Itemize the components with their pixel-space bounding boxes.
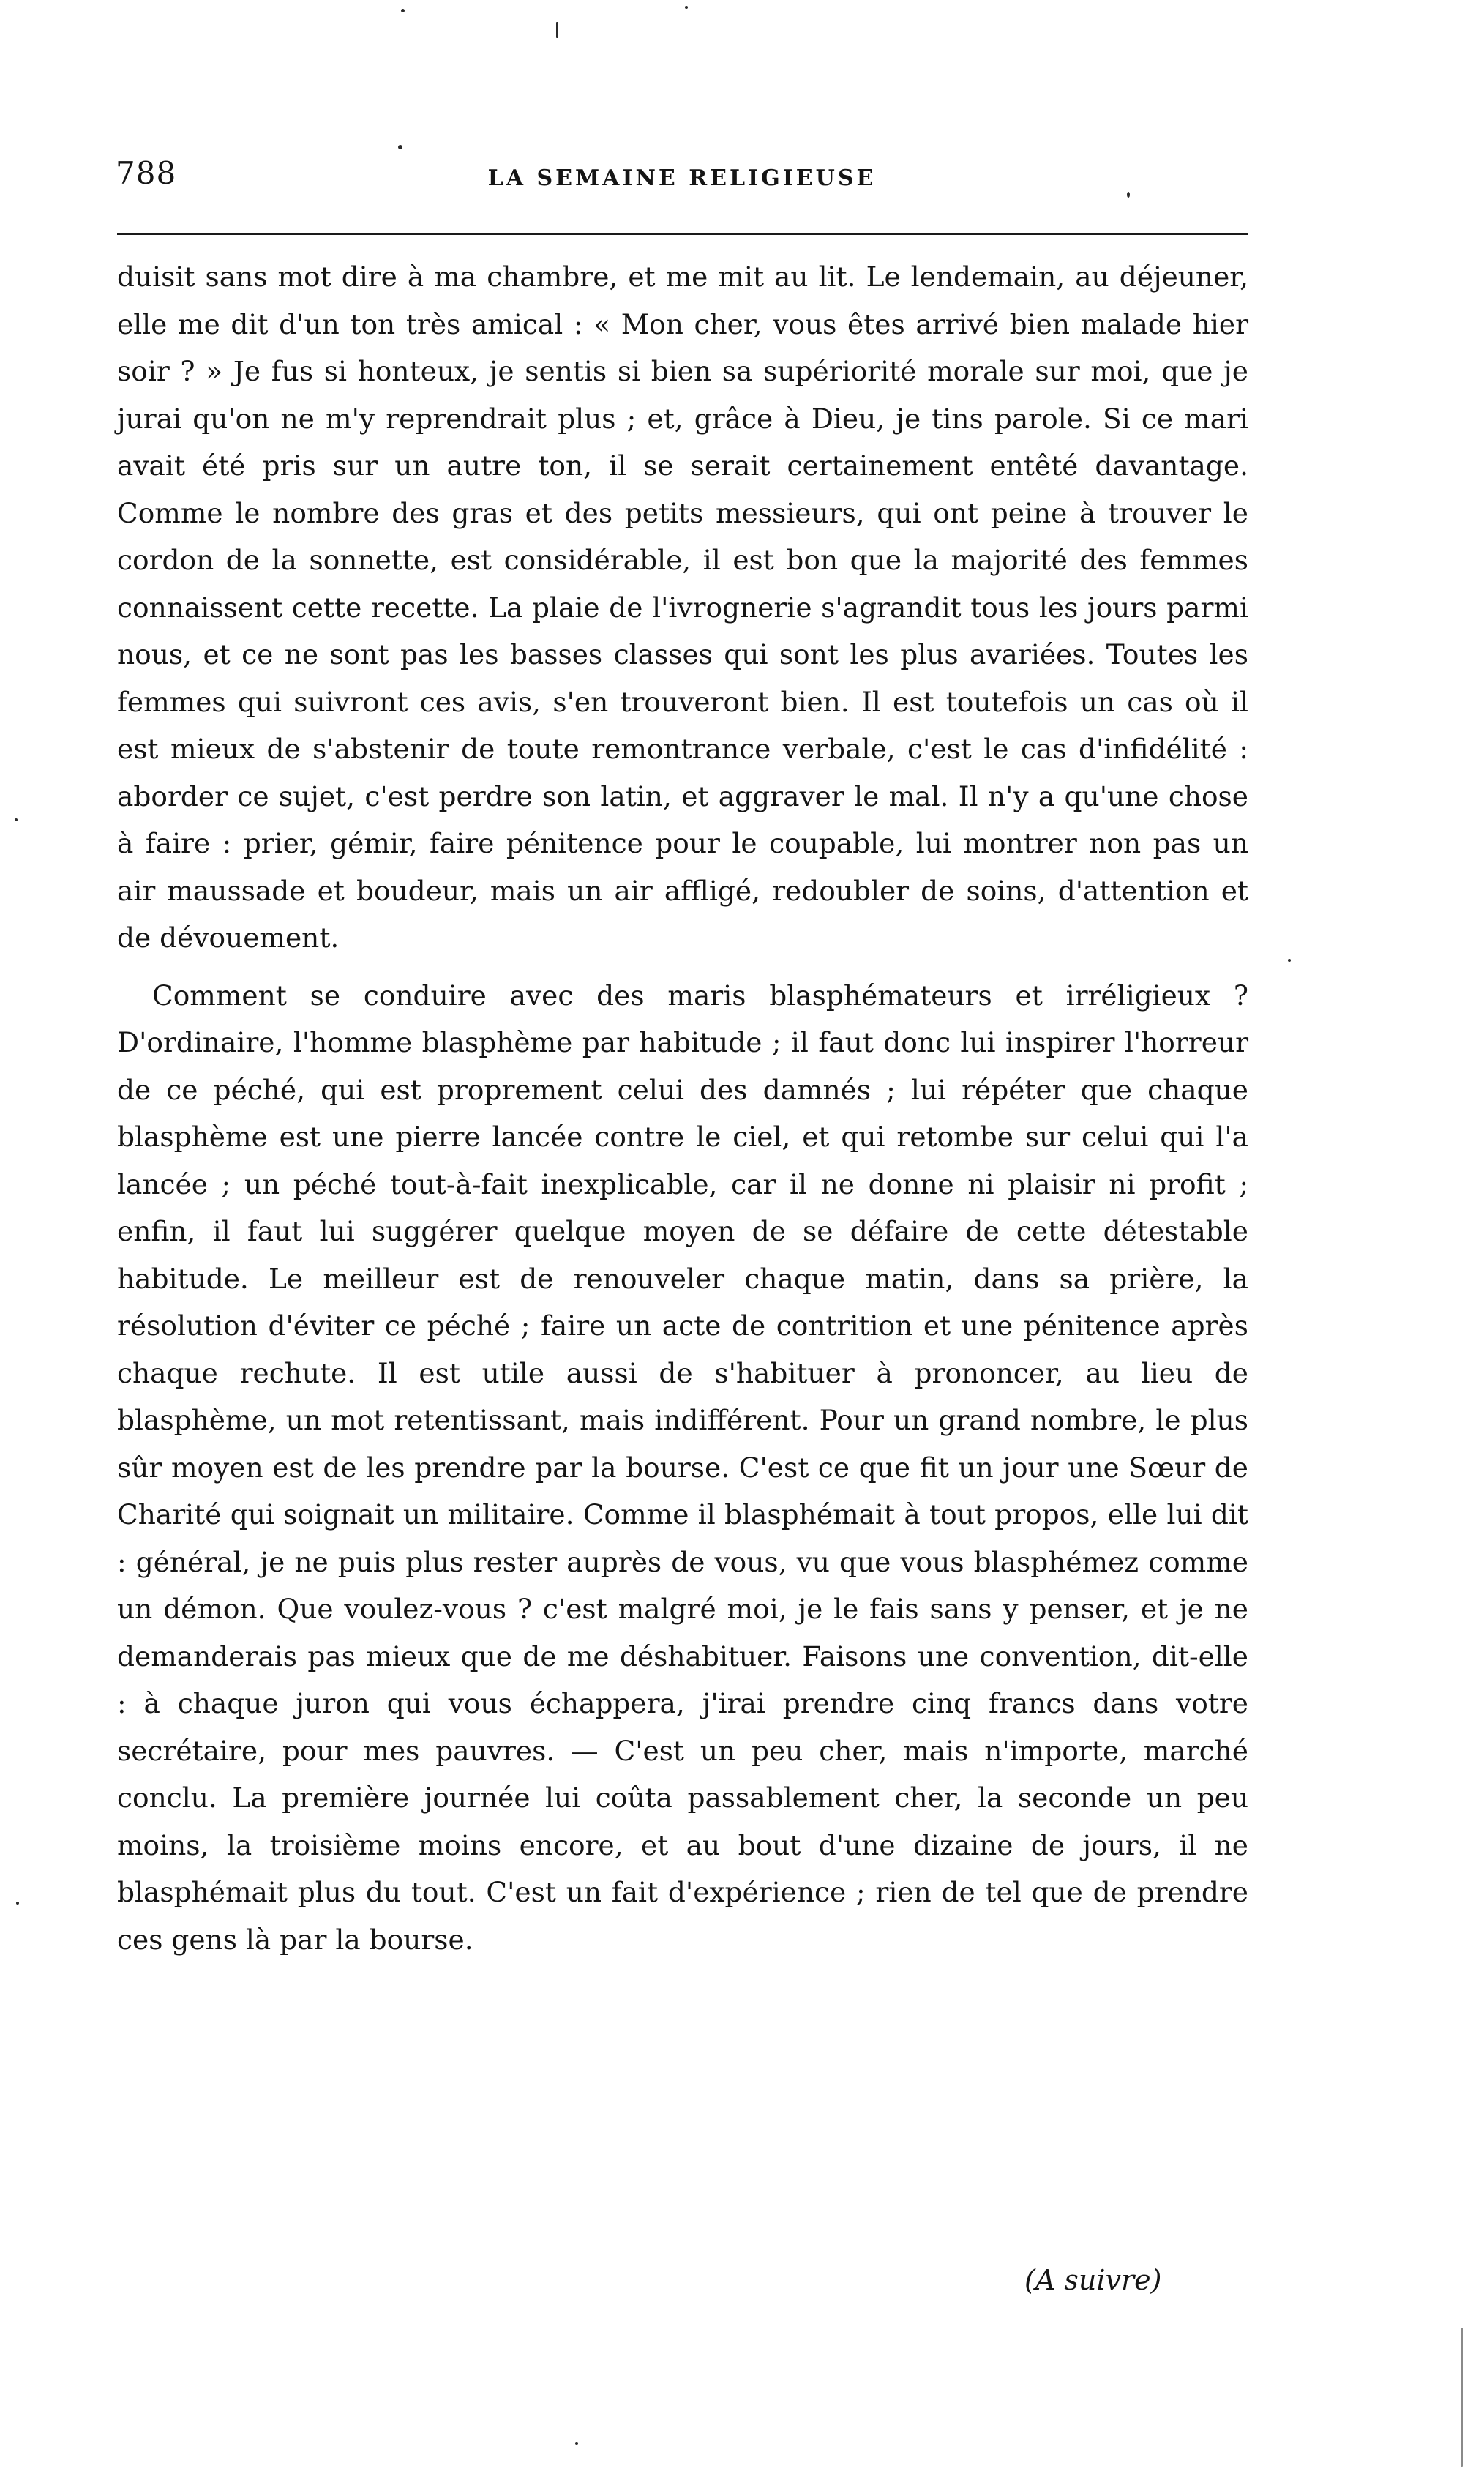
page-header [116,155,1248,206]
paragraph: Comment se conduire avec des maris blasphémateurs et irréligieux ? D'ordinaire, l'homme blasphème par habitude ; il faut donc lui inspirer l'horreur de ce péché, qui est proprement celui des damnés ; lui répéter que chaque blasphème est une pierre lancée contre le ciel, et qui retombe sur celui qui l'a lancée ; un péché tout-à-fait inexplicable, car il ne donne ni plaisir ni profit ; enfin, il faut lui suggérer quelque moyen de se défaire de cette détestable habitude. Le meilleur est de renouveler chaque matin, dans sa prière, la résolution d'éviter ce péché ; faire un acte de contrition et une pénitence après chaque rechute. Il est utile aussi de s'habituer à prononcer, au lieu de blasphème, un mot retentissant, mais indifférent. Pour un grand nombre, le plus sûr moyen est de les prendre par la bourse. C'est ce que fit un jour une Sœur de Charité qui soignait un militaire. Comme il blasphémait à tout propos, elle lui dit : général, je ne puis plus rester auprès de vous, vu que vous blasphémez comme un démon. Que voulez-vous ? c'est malgré moi, je le fais sans y penser, et je ne demanderais pas mieux que de me déshabituer. Faisons une convention, dit-elle : à chaque juron qui vous échappera, j'irai prendre cinq francs dans votre secrétaire, pour mes pauvres. — C'est un peu cher, mais n'importe, marché conclu. La première journée lui coûta passablement cher, la seconde un peu moins, la troisième moins encore, et au bout d'une dizaine de jours, il ne blasphémait plus du tout. C'est un fait d'expérience ; rien de tel que de prendre ces gens là par la bourse. [117,979,1248,1956]
paragraph: duisit sans mot dire à ma chambre, et me mit au lit. Le lendemain, au déjeuner, elle me dit d'un ton très amical : « Mon cher, vous êtes arrivé bien malade hier soir ? » Je fus si honteux, je sentis si bien sa supériorité morale sur moi, que je jurai qu'on ne m'y reprendrait plus ; et, grâce à Dieu, je tins parole. Si ce mari avait été pris sur un autre ton, il se serait certainement entêté davantage. Comme le nombre des gras et des petits messieurs, qui ont peine à trouver le cordon de la sonnette, est considérable, il est bon que la majorité des femmes connaissent cette recette. La plaie de l'ivrognerie s'agrandit tous les jours parmi nous, et ce ne sont pas les basses classes qui sont les plus avariées. Toutes les femmes qui suivront ces avis, s'en trouveront bien. Il est toutefois un cas où il est mieux de s'abstenir de toute remontrance verbale, c'est le cas d'infidélité : aborder ce sujet, c'est perdre son latin, et aggraver le mal. Il n'y a qu'une chose à faire : prier, gémir, faire pénitence pour le coupable, lui montrer non pas un air maussade et boudeur, mais un air affligé, redoubler de soins, d'attention et de dévouement. [117,261,1248,954]
page-number: 788 [116,155,177,191]
article-body [117,253,1248,1963]
running-title: LA SEMAINE RELIGIEUSE [487,165,877,191]
to-be-continued-note: (A suivre) [1024,2264,1162,2296]
header-rule [117,233,1248,235]
